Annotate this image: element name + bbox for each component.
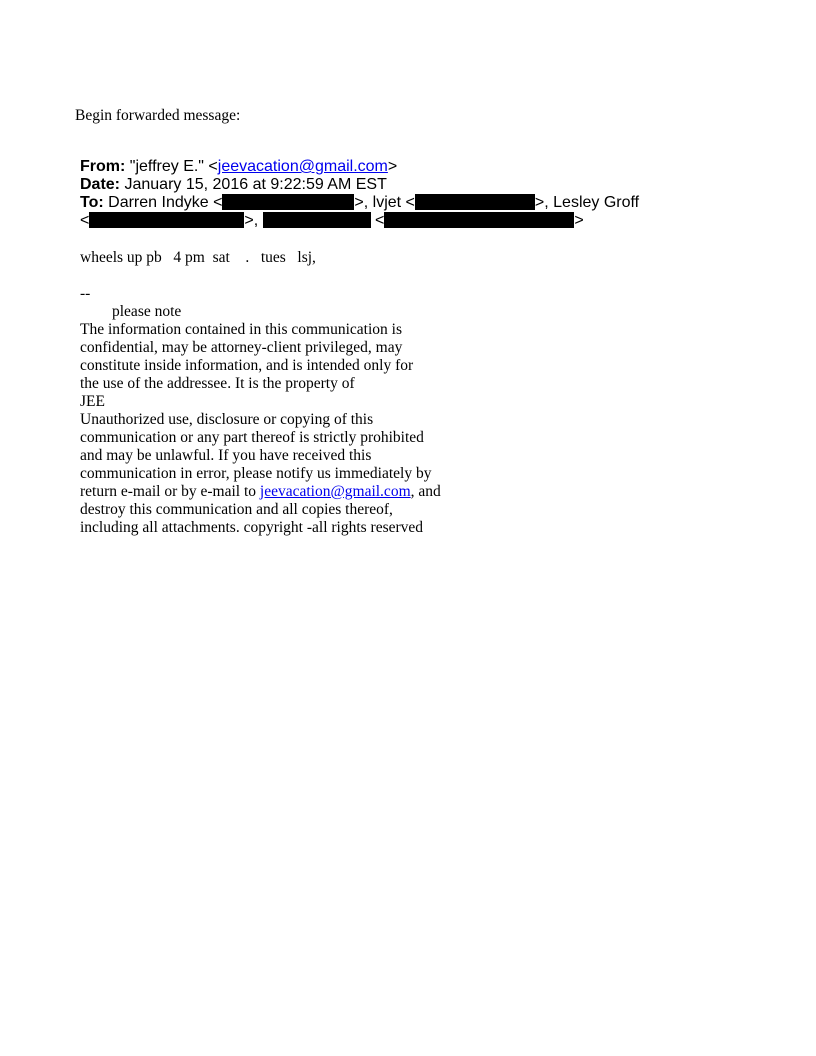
- date-line: [80, 176, 680, 194]
- to-open: <: [80, 212, 90, 229]
- to-recipient-2: >, lvjet <: [354, 194, 415, 211]
- disclaimer-line: constitute inside information, and is intended only for: [80, 357, 414, 374]
- disclaimer-line: confidential, may be attorney-client privileged, may: [80, 339, 403, 356]
- from-label: From:: [80, 158, 126, 175]
- signature-separator: --: [80, 285, 91, 302]
- to-separator: >,: [244, 212, 259, 229]
- from-name: "jeffrey E." <: [129, 158, 218, 175]
- disclaimer-line: destroy this communication and all copies thereof,: [80, 501, 393, 518]
- disclaimer-text: , and: [410, 483, 441, 500]
- disclaimer-line: The information contained in this communication is: [80, 321, 402, 338]
- to-line-continued: [80, 212, 680, 230]
- from-line: [80, 158, 680, 176]
- to-open-2: <: [375, 212, 385, 229]
- signature-note: please note: [112, 303, 182, 320]
- disclaimer-line: and may be unlawful. If you have received this: [80, 447, 372, 464]
- redaction-block: [222, 194, 354, 210]
- disclaimer-line: communication in error, please notify us immediately by: [80, 465, 432, 482]
- message-body: wheels up pb 4 pm sat . tues lsj,: [80, 249, 316, 266]
- redaction-block: [89, 212, 244, 228]
- disclaimer-line-email: [80, 483, 480, 501]
- redaction-block: [263, 212, 371, 228]
- redaction-block: [384, 212, 574, 228]
- disclaimer-line: communication or any part thereof is strictly prohibited: [80, 429, 424, 446]
- to-line: [80, 194, 680, 212]
- confidentiality-disclaimer: [80, 321, 480, 537]
- date-value: January 15, 2016 at 9:22:59 AM EST: [124, 176, 387, 193]
- disclaimer-line: including all attachments. copyright -all rights reserved: [80, 519, 424, 536]
- disclaimer-line: Unauthorized use, disclosure or copying of this: [80, 411, 374, 428]
- redaction-block: [415, 194, 535, 210]
- from-email-link[interactable]: jeevacation@gmail.com: [217, 158, 388, 175]
- date-label: Date:: [80, 176, 121, 193]
- disclaimer-line: the use of the addressee. It is the property of: [80, 375, 355, 392]
- forwarded-intro: Begin forwarded message:: [75, 107, 241, 124]
- to-recipient-3: >, Lesley Groff: [534, 194, 640, 211]
- to-recipient-1: Darren Indyke <: [108, 194, 223, 211]
- email-header: [80, 158, 680, 230]
- disclaimer-text: return e-mail or by e-mail to: [80, 483, 260, 500]
- from-close: >: [387, 158, 398, 175]
- disclaimer-email-link[interactable]: jeevacation@gmail.com: [259, 483, 411, 500]
- to-close: >: [574, 212, 584, 229]
- disclaimer-line: JEE: [80, 393, 105, 410]
- to-label: To:: [80, 194, 104, 211]
